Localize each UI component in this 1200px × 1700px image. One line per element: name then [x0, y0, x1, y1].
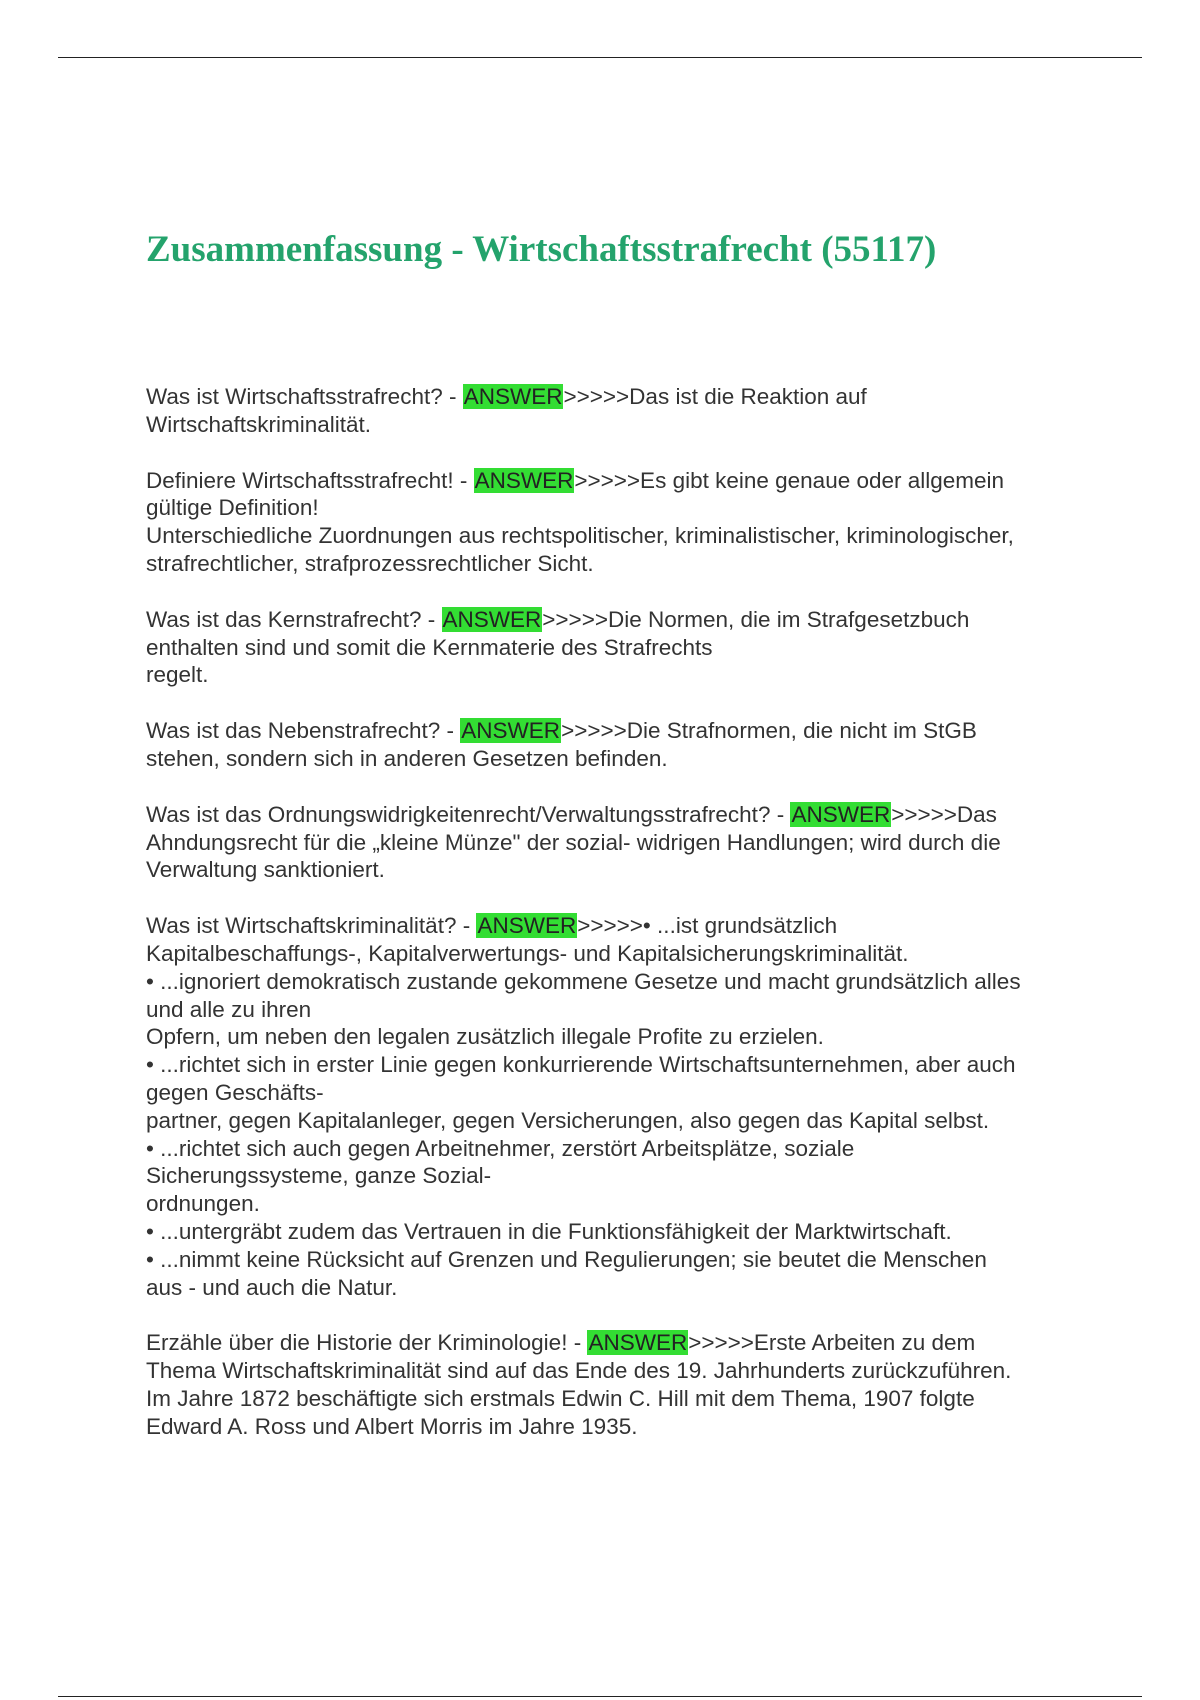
answer-line: • ...untergräbt zudem das Vertrauen in die Funktionsfähigkeit der Marktwirtschaft.	[146, 1218, 952, 1244]
answer-text: >>>>>Es gibt keine genaue oder allgemein	[574, 467, 1005, 493]
answer-highlight: ANSWER	[463, 384, 563, 409]
answer-line: aus - und auch die Natur.	[146, 1274, 398, 1300]
qa-list	[146, 383, 1106, 1469]
question-text: Was ist das Nebenstrafrecht? -	[146, 718, 461, 744]
answer-text: >>>>>Die Strafnormen, die nicht im StGB	[561, 718, 977, 744]
answer-line: Verwaltung sanktioniert.	[146, 857, 385, 883]
answer-text: >>>>>Erste Arbeiten zu dem	[688, 1330, 976, 1356]
qa-item	[146, 467, 1106, 578]
answer-highlight: ANSWER	[442, 606, 542, 632]
qa-item	[146, 717, 1106, 773]
question-text: Was ist Wirtschaftskriminalität? -	[146, 913, 477, 939]
qa-item	[146, 912, 1106, 1301]
answer-line: Thema Wirtschaftskriminalität sind auf das Ende des 19. Jahrhunderts zurückzuführen.	[146, 1358, 1012, 1384]
question-text: Definiere Wirtschaftsstrafrecht! -	[146, 467, 474, 493]
answer-line: gegen Geschäfts-	[146, 1079, 324, 1105]
qa-item	[146, 801, 1106, 884]
qa-item	[146, 383, 1106, 439]
qa-first-line	[146, 467, 1106, 495]
answer-text: >>>>>Die Normen, die im Strafgesetzbuch	[542, 606, 970, 632]
qa-first-line	[146, 383, 1106, 411]
top-rule	[58, 57, 1142, 58]
answer-line: Unterschiedliche Zuordnungen aus rechtspolitischer, kriminalistischer, kriminologischer,	[146, 523, 1014, 549]
answer-line: gültige Definition!	[146, 495, 319, 521]
qa-item	[146, 1329, 1106, 1440]
answer-line: regelt.	[146, 662, 209, 688]
answer-highlight: ANSWER	[588, 1330, 688, 1356]
question-text: Erzähle über die Historie der Kriminologie! -	[146, 1330, 588, 1356]
question-text: Was ist Wirtschaftsstrafrecht? -	[146, 384, 463, 409]
qa-first-line	[146, 801, 1106, 829]
answer-line: ordnungen.	[146, 1191, 260, 1217]
answer-line: stehen, sondern sich in anderen Gesetzen befinden.	[146, 745, 668, 771]
answer-highlight: ANSWER	[474, 467, 574, 493]
answer-line: enthalten sind und somit die Kernmaterie des Strafrechts	[146, 634, 713, 660]
answer-highlight: ANSWER	[461, 718, 561, 744]
qa-first-line	[146, 912, 1106, 940]
answer-line: Im Jahre 1872 beschäftigte sich erstmals Edwin C. Hill mit dem Thema, 1907 folgte	[146, 1385, 975, 1411]
answer-highlight: ANSWER	[477, 913, 577, 939]
qa-item	[146, 606, 1106, 689]
document-title: Zusammenfassung - Wirtschaftsstrafrecht (55117)	[146, 229, 937, 270]
answer-line: strafrechtlicher, strafprozessrechtlicher Sicht.	[146, 550, 594, 576]
answer-line: Sicherungssysteme, ganze Sozial-	[146, 1163, 492, 1189]
answer-line: • ...richtet sich in erster Linie gegen konkurrierende Wirtschaftsunternehmen, aber auch	[146, 1052, 1016, 1078]
answer-line: • ...richtet sich auch gegen Arbeitnehmer, zerstört Arbeitsplätze, soziale	[146, 1135, 855, 1161]
answer-line: Kapitalbeschaffungs-, Kapitalverwertungs- und Kapitalsicherungskriminalität.	[146, 940, 909, 966]
answer-line: • ...ignoriert demokratisch zustande gekommene Gesetze und macht grundsätzlich alles	[146, 968, 1021, 994]
answer-line: Wirtschaftskriminalität.	[146, 411, 372, 437]
qa-first-line	[146, 1329, 1106, 1357]
answer-highlight: ANSWER	[791, 801, 891, 827]
answer-text: >>>>>Das	[891, 801, 997, 827]
answer-line: Edward A. Ross und Albert Morris im Jahre 1935.	[146, 1413, 638, 1439]
answer-line: Ahndungsrecht für die „kleine Münze" der sozial- widrigen Handlungen; wird durch die	[146, 829, 1001, 855]
answer-line: und alle zu ihren	[146, 996, 312, 1022]
answer-text: >>>>>Das ist die Reaktion auf	[563, 384, 867, 409]
answer-line: • ...nimmt keine Rücksicht auf Grenzen und Regulierungen; sie beutet die Menschen	[146, 1246, 987, 1272]
question-text: Was ist das Ordnungswidrigkeitenrecht/Verwaltungsstrafrecht? -	[146, 801, 791, 827]
answer-line: partner, gegen Kapitalanleger, gegen Versicherungen, also gegen das Kapital selbst.	[146, 1107, 990, 1133]
answer-line: Opfern, um neben den legalen zusätzlich illegale Profite zu erzielen.	[146, 1024, 824, 1050]
bottom-rule	[58, 1696, 1142, 1697]
qa-first-line	[146, 717, 1106, 745]
question-text: Was ist das Kernstrafrecht? -	[146, 606, 442, 632]
answer-text: >>>>>• ...ist grundsätzlich	[577, 913, 838, 939]
qa-first-line	[146, 606, 1106, 634]
